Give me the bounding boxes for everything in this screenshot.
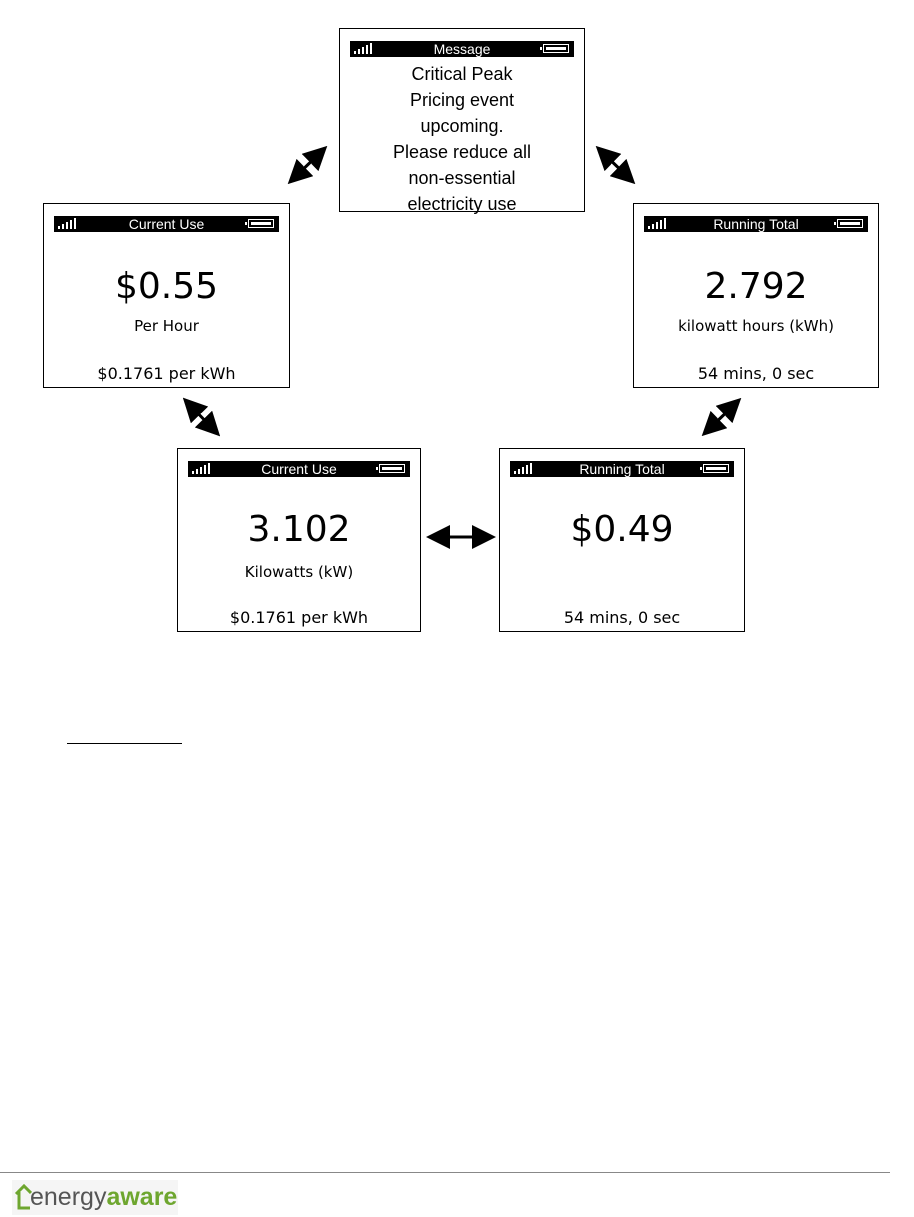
message-line: electricity use (407, 194, 517, 214)
energyaware-logo (12, 1180, 178, 1215)
message-line: Critical Peak (411, 64, 513, 84)
primary-value: 2.792 (704, 266, 808, 307)
footer-divider (0, 1172, 890, 1173)
screen-title: Message (433, 41, 491, 57)
arrow-message-to-current-use (292, 150, 323, 180)
primary-value: $0.55 (114, 266, 219, 307)
logo-text-energy: energy (30, 1183, 107, 1211)
footer-text: $0.1761 per kWh (97, 364, 236, 383)
message-line: non-essential (408, 168, 516, 188)
message-line: upcoming. (420, 116, 504, 136)
screen-title: Running Total (579, 461, 665, 477)
underline-blank (67, 743, 182, 744)
primary-value: 3.102 (247, 509, 351, 550)
arrow-energy-to-cost (706, 402, 737, 432)
value-unit: Kilowatts (kW) (244, 563, 354, 581)
value-unit: Per Hour (134, 317, 199, 335)
footer-text: $0.1761 per kWh (229, 608, 369, 627)
value-unit: kilowatt hours (kWh) (678, 317, 834, 335)
screen-title: Running Total (713, 216, 799, 232)
message-line: Please reduce all (392, 142, 532, 162)
screen-title: Current Use (261, 461, 337, 477)
footer-text: 54 mins, 0 sec (697, 364, 815, 383)
footer-text: 54 mins, 0 sec (563, 608, 681, 627)
arrow-message-to-running-total (600, 150, 631, 180)
screen-title: Current Use (128, 216, 205, 232)
message-line: Pricing event (409, 90, 515, 110)
arrow-cost-to-power (187, 402, 216, 432)
primary-value: $0.49 (570, 509, 674, 550)
logo-text-aware: aware (106, 1183, 178, 1211)
